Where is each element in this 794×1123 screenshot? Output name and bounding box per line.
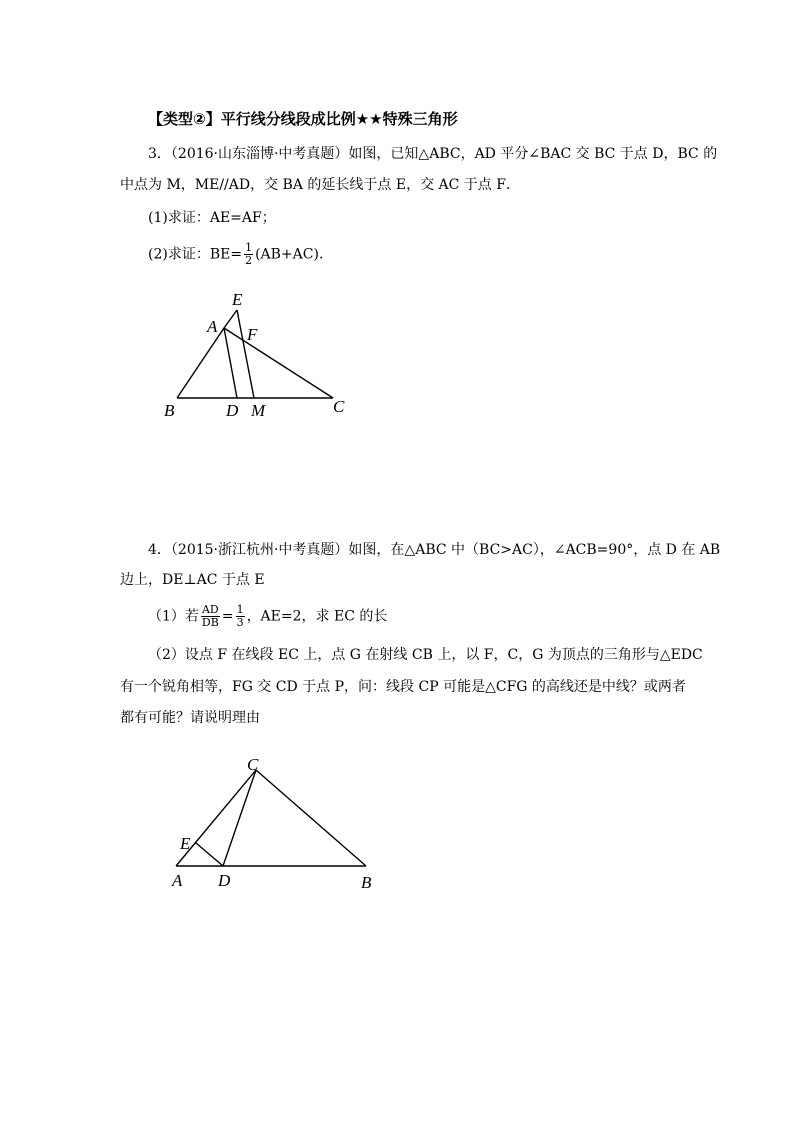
q3-part-1: (1)求证：AE=AF； bbox=[148, 210, 276, 226]
q4-part-2-line-2: 有一个锐角相等，FG 交 CD 于点 P，问：线段 CP 可能是△CFG 的高线还是中线？或两者 bbox=[120, 679, 686, 695]
q4-ratio-fraction bbox=[201, 604, 220, 629]
q4-triangle-figure bbox=[160, 748, 400, 898]
segment-ba bbox=[177, 328, 224, 398]
label-a: A bbox=[207, 317, 218, 336]
fraction-numerator: 1 bbox=[236, 603, 244, 616]
segment-cd bbox=[223, 770, 256, 866]
q3-part-2-prefix: (2)求证：BE= bbox=[148, 246, 243, 263]
q3-line-2: 中点为 M，ME//AD，交 BA 的延长线于点 E，交 AC 于点 F． bbox=[120, 177, 520, 193]
fraction-denominator: 3 bbox=[236, 616, 244, 629]
label-d: D bbox=[226, 401, 239, 420]
segment-ac bbox=[224, 328, 333, 398]
q4-part-2-line-1: （2）设点 F 在线段 EC 上，点 G 在射线 CB 上，以 F，C，G 为顶点的三角形与△EDC bbox=[148, 647, 703, 663]
q4-part-1-suffix: ，AE=2，求 EC 的长 bbox=[246, 608, 388, 625]
fraction-numerator: AD bbox=[201, 603, 219, 616]
equals-sign: = bbox=[221, 608, 234, 625]
fraction-denominator: 2 bbox=[245, 254, 253, 267]
segment-ad bbox=[224, 328, 237, 398]
segment-em bbox=[237, 310, 254, 398]
q4-part-1 bbox=[148, 604, 387, 629]
q3-part-2-suffix: (AB+AC)． bbox=[255, 246, 333, 263]
q3-line-1: 3．（2016·山东淄博·中考真题）如图，已知△ABC，AD 平分∠BAC 交 BC 于点 D，BC 的 bbox=[148, 146, 718, 162]
label-b: B bbox=[164, 401, 175, 420]
q3-triangle-figure bbox=[160, 285, 360, 425]
label-m: M bbox=[251, 401, 266, 420]
fraction-numerator: 1 bbox=[245, 241, 253, 254]
label-e: E bbox=[180, 834, 191, 853]
label-a: A bbox=[172, 871, 183, 890]
label-e: E bbox=[232, 290, 243, 309]
q4-part-1-prefix: （1）若 bbox=[148, 608, 199, 625]
label-c: C bbox=[333, 397, 345, 416]
segment-ae bbox=[224, 310, 237, 328]
q3-half-fraction bbox=[244, 242, 253, 267]
label-c: C bbox=[247, 755, 259, 774]
q4-third-fraction bbox=[236, 604, 245, 629]
q3-part-2 bbox=[148, 242, 333, 267]
label-b: B bbox=[361, 873, 372, 892]
q4-line-2: 边上，DE⊥AC 于点 E bbox=[120, 572, 265, 588]
section-heading: 【类型②】平行线分线段成比例★★特殊三角形 bbox=[148, 110, 458, 128]
q4-part-2-line-3: 都有可能？请说明理由 bbox=[120, 710, 260, 726]
q4-line-1: 4．（2015·浙江杭州·中考真题）如图，在△ABC 中（BC>AC），∠ACB=90°，点 D 在 AB bbox=[148, 542, 721, 558]
label-f: F bbox=[247, 325, 258, 344]
label-d: D bbox=[218, 871, 231, 890]
segment-cb bbox=[256, 770, 366, 866]
fraction-denominator: DB bbox=[201, 616, 219, 629]
segment-de bbox=[196, 843, 223, 866]
